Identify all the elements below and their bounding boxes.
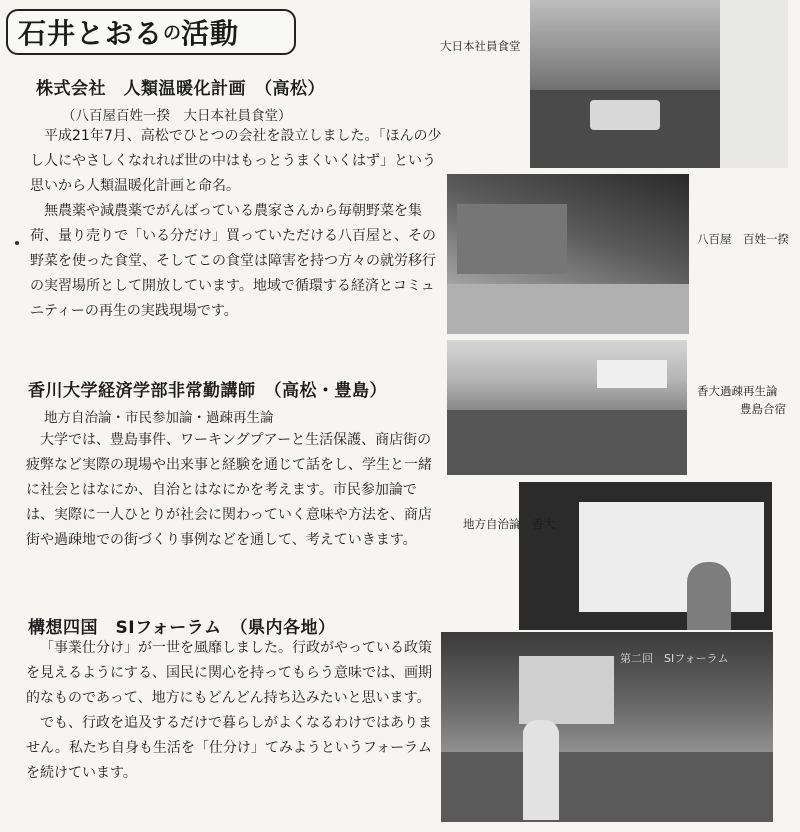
yaoya-photo (447, 174, 689, 334)
section-sub-company: （八百屋百姓一揆 大日本社員食堂） (62, 108, 292, 124)
paragraph-company-1: 平成21年7月、高松でひとつの会社を設立しました。「ほんの少し人にやさしくなれれば世の中はもっとうまくいくはず」という思いから人類温暖化計画と命名。 (30, 128, 442, 194)
section-sub-university: 地方自治論・市民参加論・過疎再生論 (44, 410, 274, 426)
cafeteria-photo (530, 0, 788, 168)
page-title-activity: 活動 (181, 17, 240, 50)
kadai-camp-photo (447, 340, 687, 475)
caption-kadai-camp-2: 豊島合宿 (740, 402, 786, 416)
paragraph-forum-1: 「事業仕分け」が一世を風靡しました。行政がやっている政策を見えるようにする、国民に関心を持ってもらう意味では、画期的なものであって、地方にもどんどん持ち込みたいと思います。 (26, 640, 432, 706)
paragraph-forum-2: でも、行政を追及するだけで暮らしがよくなるわけではありません。私たち自身も生活を「仕分け」てみようというフォーラムを続けています。 (26, 715, 432, 781)
lecture-photo (519, 482, 772, 630)
section-heading-university: 香川大学経済学部非常勤講師 （高松・豊島） (28, 381, 387, 401)
section-heading-forum: 構想四国 SIフォーラム （県内各地） (28, 618, 336, 638)
caption-kadai-camp-1: 香大過疎再生論 (697, 384, 778, 398)
section-heading-company: 株式会社 人類温暖化計画 （高松） (36, 79, 325, 99)
paragraph-university-1: 大学では、豊島事件、ワーキングプアーと生活保護、商店街の疲弊など実際の現場や出来事と経験を通じて話をし、学生と一緒に社会とはなにか、自治とはなにかを考えます。市民参加論では、実際に一人ひとりが社会に関わっていく意味や方法を、商店街や過疎地での街づくり事例などを通して、考えていきます。 (26, 432, 432, 548)
page-title-main: 石井とおる (18, 17, 164, 50)
page-title-box (6, 9, 296, 55)
caption-lecture: 地方自治論 香大 (463, 517, 555, 531)
page-title-particle: の (163, 23, 182, 44)
paragraph-company-2: 無農薬や減農薬でがんばっている農家さんから毎朝野菜を集荷、量り売りで「いる分だけ」買っていただける八百屋と、その野菜を使った食堂、そしてこの食堂は障害を持つ方々の就労移行の実習場所として開放しています。地域で循環する経済とコミュニティーの再生の実践現場です。 (30, 203, 436, 319)
caption-yaoya: 八百屋 百姓一揆 (697, 232, 789, 246)
bullet-dot (15, 241, 19, 245)
forum-slide-text: 第二回 SIフォーラム (620, 652, 729, 665)
caption-cafeteria: 大日本社員食堂 (440, 39, 521, 53)
